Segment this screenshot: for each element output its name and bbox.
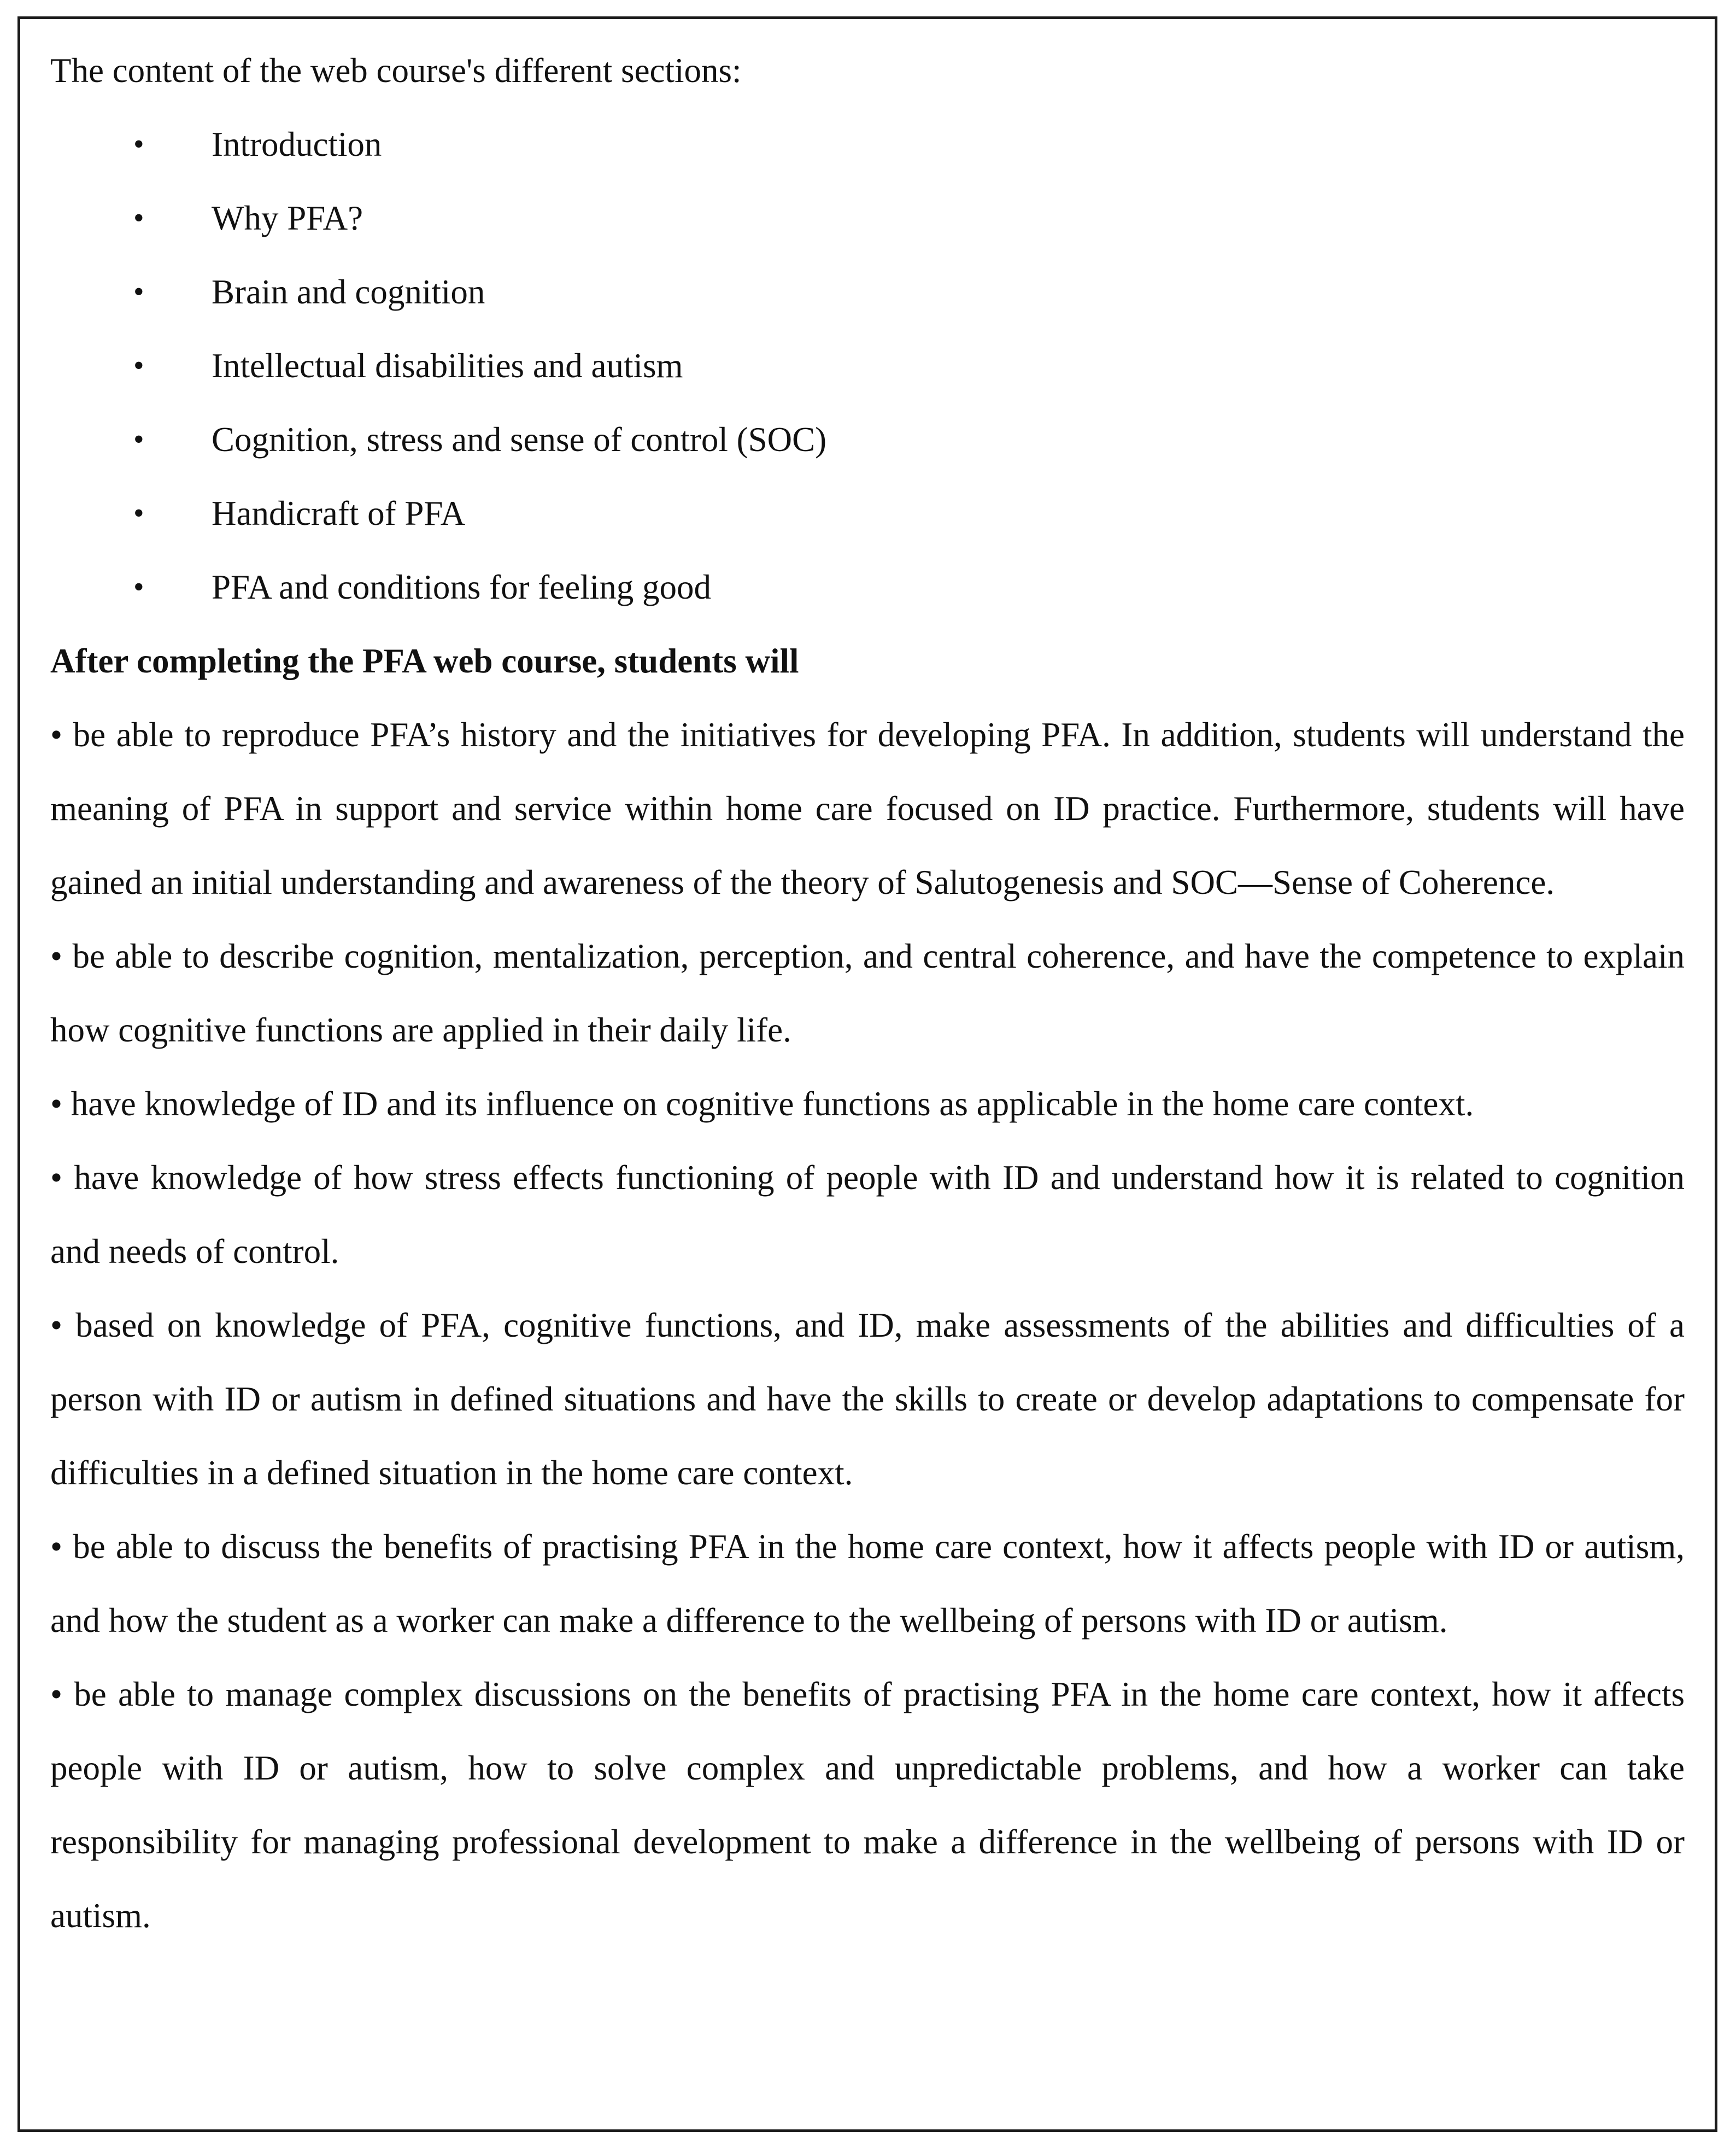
section-label: Intellectual disabilities and autism [212, 347, 683, 385]
sections-list [50, 108, 1685, 624]
outcomes-heading: After completing the PFA web course, students will [50, 642, 799, 680]
outcome-paragraph: • have knowledge of ID and its influence on cognitive functions as applicable in the home care context. [50, 1085, 1474, 1123]
bullet-icon: • [133, 127, 144, 161]
section-item-brain-cognition [50, 255, 1685, 329]
outcome-paragraph: • be able to reproduce PFA’s history and the initiatives for developing PFA. In addition, students will understand the meaning of PFA in support and service within home care focused on ID practice. Furthermore, students will have gained an initial understanding and awareness of the theory of Salutogenesis and SOC—Sense of Coherence. [50, 716, 1685, 902]
section-label: Cognition, stress and sense of control (SOC) [212, 420, 827, 459]
sections-intro: The content of the web course's different sections: [50, 51, 742, 90]
section-item-introduction [50, 108, 1685, 182]
outcome-paragraph: • based on knowledge of PFA, cognitive functions, and ID, make assessments of the abilities and difficulties of a person with ID or autism in defined situations and have the skills to create or develop adaptations to compensate for difficulties in a defined situation in the home care context. [50, 1306, 1685, 1492]
outcome-paragraph: • have knowledge of how stress effects functioning of people with ID and understand how it is related to cognition and needs of control. [50, 1158, 1685, 1271]
bullet-icon: • [133, 496, 144, 530]
bullet-icon: • [133, 349, 144, 383]
bullet-icon: • [133, 423, 144, 456]
bullet-icon: • [133, 570, 144, 604]
section-label: PFA and conditions for feeling good [212, 568, 711, 606]
document-content [50, 34, 1685, 1953]
section-item-cognition-stress [50, 403, 1685, 477]
outcome-paragraph: • be able to describe cognition, mentalization, perception, and central coherence, and have the competence to explain how cognitive functions are applied in their daily life. [50, 937, 1685, 1049]
outcome-paragraph: • be able to manage complex discussions on the benefits of practising PFA in the home care context, how it affects people with ID or autism, how to solve complex and unpredictable problems, and how a worker can take responsibility for managing professional development to make a difference in the wellbeing of persons with ID or autism. [50, 1675, 1685, 1935]
section-label: Brain and cognition [212, 273, 485, 311]
bullet-icon: • [133, 201, 144, 235]
section-label: Handicraft of PFA [212, 494, 466, 532]
section-item-handicraft [50, 477, 1685, 551]
section-item-why-pfa [50, 182, 1685, 255]
section-item-feeling-good [50, 551, 1685, 624]
bullet-icon: • [133, 275, 144, 309]
section-label: Why PFA? [212, 199, 363, 237]
outcome-paragraph: • be able to discuss the benefits of practising PFA in the home care context, how it affects people with ID or autism, and how the student as a worker can make a difference to the wellbeing of persons with ID or autism. [50, 1527, 1685, 1640]
section-item-intellectual-disabilities [50, 329, 1685, 403]
section-label: Introduction [212, 125, 382, 163]
